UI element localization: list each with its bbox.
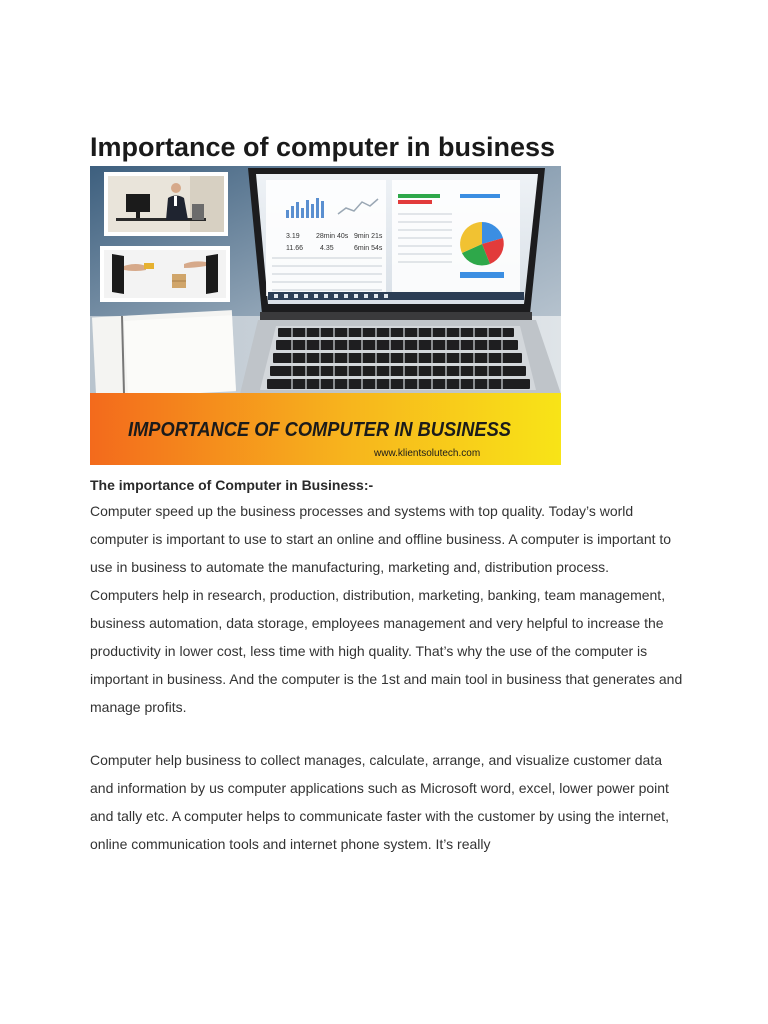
pie-chart-graphic — [460, 222, 504, 266]
body-paragraph-3: Computer help business to collect manages, calculate, arrange, and visualize customer data and information by us computer applications such as Microsoft word, excel, lower power point and tally etc. A computer helps to communicate faster with the customer by using the internet, online communication tools and internet phone system. It’s really — [90, 752, 669, 852]
hero-banner-text: IMPORTANCE OF COMPUTER IN BUSINESS — [128, 418, 512, 441]
body-paragraph-2: Computers help in research, production, distribution, marketing, banking, team management, business automation, data storage, employees management and very helpful to increase the productivity in lower cost, less time with high quality. That’s why the use of the computer is important in business. And the computer is the 1st and main tool in business that generates and manage profits. — [90, 587, 683, 715]
keyboard-row-1 — [278, 328, 514, 337]
inset-photo-payment — [100, 246, 230, 302]
svg-text:28min 40s: 28min 40s — [316, 233, 349, 240]
svg-text:6min 54s: 6min 54s — [354, 245, 383, 252]
section-subheading: The importance of Computer in Business:- — [90, 477, 374, 493]
laptop-illustration — [240, 168, 561, 394]
hero-website-text: www.klientsolutech.com — [374, 448, 481, 459]
svg-text:3.19: 3.19 — [286, 233, 300, 240]
svg-text:11.66: 11.66 — [286, 245, 303, 252]
inset-photo-businessman — [104, 172, 228, 236]
svg-text:9min 21s: 9min 21s — [354, 233, 383, 240]
page-title: Importance of computer in business — [90, 132, 556, 162]
svg-text:4.35: 4.35 — [320, 245, 334, 252]
body-paragraph-1: Computer speed up the business processes and systems with top quality. Today’s world computer is important to use to start an online and offline business. A computer is important to use in business to automate the manufacturing, marketing and, distribution process. — [90, 503, 672, 575]
notebook-illustration — [92, 310, 236, 397]
document-page — [90, 128, 690, 858]
keyboard-row-2 — [276, 340, 518, 350]
keyboard-row-3 — [273, 353, 522, 363]
hero-image — [90, 166, 561, 465]
